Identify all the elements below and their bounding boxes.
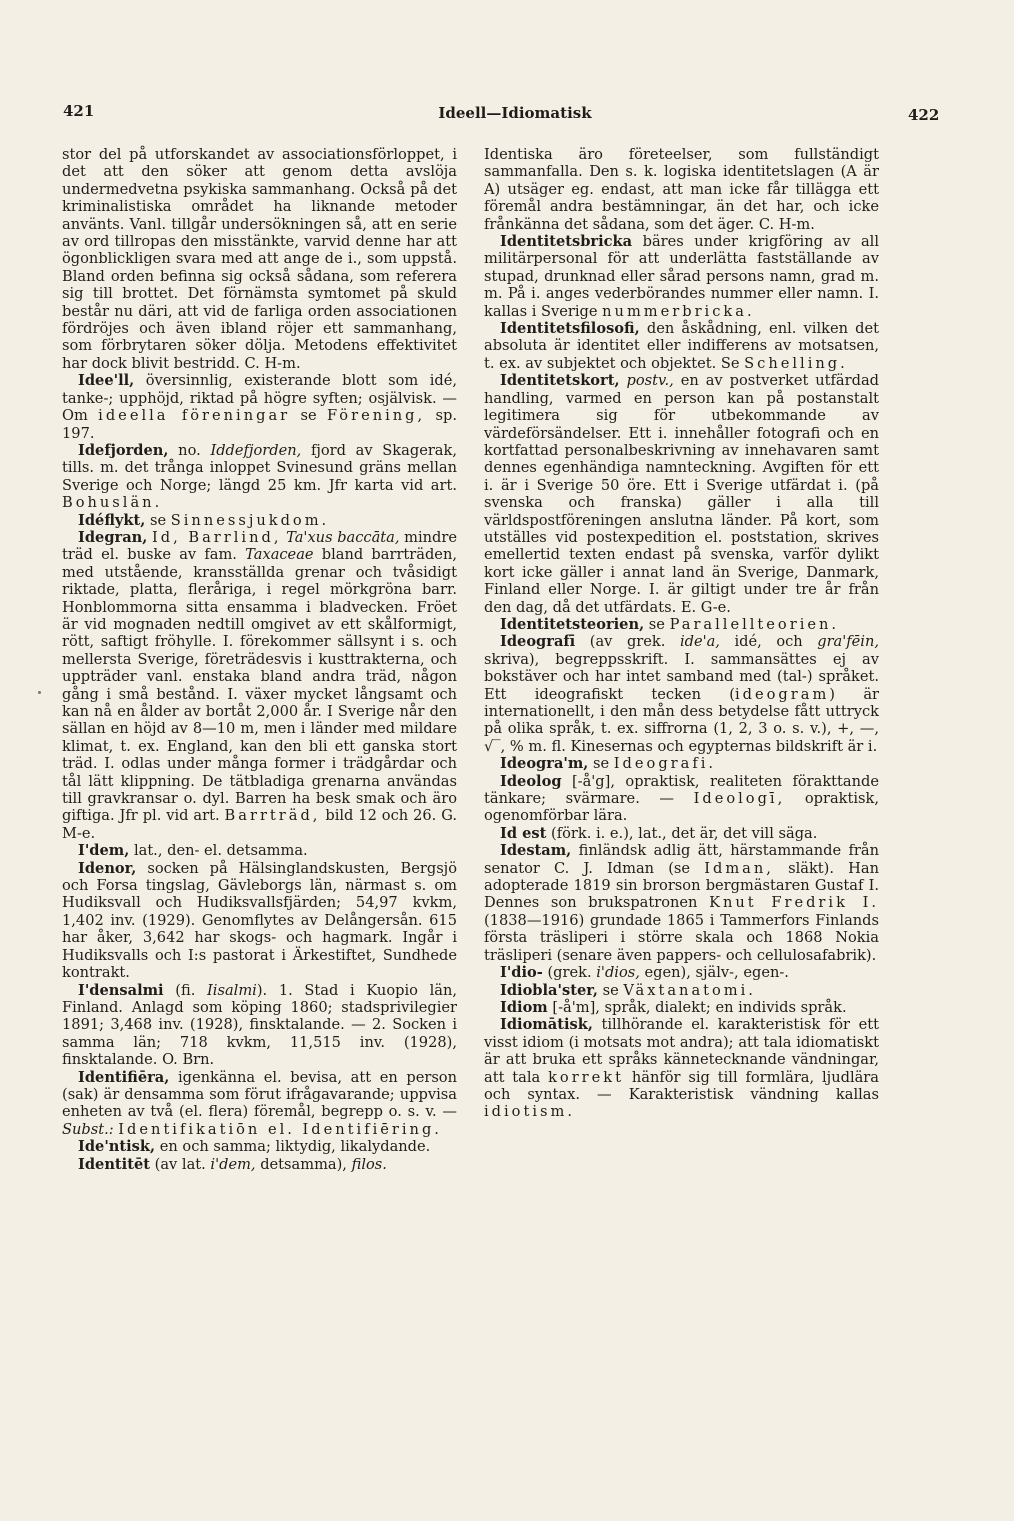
entry-idefjorden: Idefjorden, no. Iddefjorden, fjord av Skagerak, tills. m. det trånga inloppet Svinesund gräns mellan Sverige och Norge; längd 25 km. Jfr karta vid art. Bohuslän. bbox=[62, 441, 457, 512]
entry-idegran: Idegran, Id, Barrlind, Ta'xus baccāta, mindre träd el. buske av fam. Taxaceae bland barrträden, med utstående, kransställda grenar och tvåsidigt riktade, platta, fleråriga, i regel mörkgröna barr. Honblommorna sitta ensamma i bladvecken. Fröet är vid mognaden nedtill omgivet av ett skålformigt, rött, saftigt fröhylle. I. förekommer sällsynt i s. och mellersta Sverige, företrädesvis i kusttrakterna, och uppträder vanl. enstaka bland andra träd, någon gång i små bestånd. I. växer mycket långsamt och kan nå en ålder av bortåt 2,000 år. I Sverige når den sällan en höjd av 8—10 m, men i länder med mildare klimat, t. ex. England, kan den bli ett ganska stort träd. I. odlas under många former i trädgårdar och tål lätt klippning. De tätbladiga grenarna användas till gravkransar o. dyl. Barren ha besk smak och äro giftiga. Jfr pl. vid art. Barrträd, bild 12 och 26. G. M-e. bbox=[62, 528, 457, 842]
cross-reference: Sinnessjukdom. bbox=[170, 511, 330, 529]
headword: Ideolog bbox=[500, 772, 562, 790]
entry-ideolog: Ideolog [-å'g], opraktisk, realiteten förakttande tänkare; svärmare. — Ideologī, opraktisk, ogenomförbar lära. bbox=[484, 772, 879, 825]
headword: Ideografī bbox=[500, 633, 576, 651]
entry-identitetsfilosofi: Identitetsfilosofi, den åskådning, enl. vilken det absoluta är identitet eller indifferens av motsatsen, t. ex. av subjektet och objektet. Se Schelling. bbox=[484, 320, 879, 372]
headword: Idiomātisk, bbox=[500, 1016, 593, 1034]
headword: I'dem, bbox=[78, 842, 130, 860]
column-right bbox=[484, 146, 879, 1121]
entry-idiom: Idiom [-å'm], språk, dialekt; en individs språk. bbox=[500, 998, 847, 1016]
entry-idiomatisk: Idiomātisk, tillhörande el. karakteristisk för ett visst idiom (i motsats mot andra); att tala idiomatiskt är att bruka ett språks kännetecknande vändningar, att tala korrekt hänför sig till formlära, ljudlära och syntax. — Karakteristisk vändning kallas idiotism. bbox=[484, 1016, 879, 1121]
cross-reference: ideella föreningar bbox=[98, 407, 291, 425]
entry-identifiera: Identifiēra, igenkänna el. bevisa, att en person (sak) är densamma som förut ifrågavarande; uppvisa enheten av två (el. flera) föremål, begrepp o. s. v. — Subst.: Identifikatiōn el. Identifiēring. bbox=[62, 1068, 457, 1138]
headword: Identitetsbricka bbox=[500, 233, 633, 251]
signature: E. G-e. bbox=[680, 598, 731, 616]
signature: O. Brn. bbox=[162, 1051, 215, 1069]
entry-idioblaster: Idiobla'ster, se Växtanatomi. bbox=[500, 981, 756, 999]
headword: Identitetsfilosofi, bbox=[500, 320, 640, 338]
headword: Identitetsteorien, bbox=[500, 615, 645, 633]
headword: Id est bbox=[500, 824, 547, 842]
signature: C. H-m. bbox=[244, 354, 301, 372]
cross-reference: Växtanatomi. bbox=[623, 981, 756, 999]
entry-identisk: Ide'ntisk, en och samma; liktydig, likalydande. bbox=[78, 1138, 431, 1156]
entry-identitetsbricka: Identitetsbricka bäres under krigföring av all militärpersonal för att underlätta fastställande av stupad, drunknad eller sårad persons namn, grad m. m. På i. anges vederbörandes nummer eller namn. I. kallas i Sverige nummerbricka. bbox=[484, 233, 879, 320]
margin-mark bbox=[38, 691, 41, 694]
signature: C. H-m. bbox=[758, 215, 815, 233]
entry-text: stor del på utforskandet av associationsförloppet, i det att den söker att genom detta avslöja undermedvetna psykiska sammanhang. Också på det kriminalistiska området ha liknande metoder använts. Vanl. tillgår undersökningen så, att en serie av ord tillropas den misstänkte, varvid denne har att ögonblickligen svara med att ange de i., som uppstå. Bland orden befinna sig också sådana, som referera sig till brottet. Det förnämsta symtomet på skuld består nu däri, att vid de farliga orden associationen fördröjes och även ibland röjer ett sammanhang, som förbrytaren söker dölja. Metodens effektivitet har dock blivit bestridd. bbox=[62, 146, 457, 372]
page-number-left: 421 bbox=[63, 102, 95, 120]
headword: Idegran, bbox=[78, 528, 148, 546]
entry-idestam: Idestam, finländsk adlig ätt, härstammande från senator C. J. Idman (se Idman, släkt). Han adopterade 1819 sin brorson bergmästaren Gustaf I. Dennes son brukspatronen Knut Fredrik I. (1838—1916) grundade 1865 i Tammerfors Finlands första träsliperi i större skala och 1868 Nokia träsliperi (senare även pappers- och cellulosafabrik). bbox=[484, 842, 879, 964]
entry-continuation: Identiska äro företeelser, som fullständigt sammanfalla. Den s. k. logiska identitetslagen (A är A) utsäger eg. endast, att man icke får tillägga ett föremål andra bestämningar, än det har, och icke frånkänna det sådana, som det äger. C. H-m. bbox=[484, 146, 879, 233]
cross-reference: Förening, bbox=[326, 407, 426, 425]
headword: Identitetskort, bbox=[500, 372, 620, 390]
headword: Identitēt bbox=[78, 1155, 150, 1173]
headword: Idestam, bbox=[500, 842, 572, 860]
entry-ideogram: Ideogra'm, se Ideografi. bbox=[500, 755, 717, 773]
entry-ideflykt: Idéflykt, se Sinnessjukdom. bbox=[78, 511, 330, 529]
signature: G. M-e. bbox=[62, 807, 457, 842]
running-head: Ideell—Idiomatisk bbox=[438, 104, 592, 122]
entry-identitetsteorien: Identitetsteorien, se Parallellteorien. bbox=[500, 615, 840, 633]
entry-continuation bbox=[62, 146, 457, 372]
cross-reference: Barrträd, bbox=[224, 807, 321, 825]
headword: Idiom bbox=[500, 998, 548, 1016]
entry-ideografi: Ideografī (av grek. ide'a, idé, och gra'fēin, skriva), begreppsskrift. I. sammansättes ej av bokstäver och har intet samband med (tal-) språket. Ett ideografiskt tecken (ideogram) är internationellt, i den mån dess betydelse fått uttryck på olika språk, t. ex. siffrorna (1, 2, 3 o. s. v.), +, —, √‾, % m. fl. Kinesernas och egypternas bildskrift är i. bbox=[484, 633, 880, 755]
headword: I'dio- bbox=[500, 964, 543, 982]
headword: Idiobla'ster, bbox=[500, 981, 598, 999]
headword: Ideogra'm, bbox=[500, 755, 589, 773]
entry-identitetskort: Identitetskort, postv., en av postverket utfärdad handling, varmed en person kan på postanstalt legitimera sig för utbekommande av värdeförsändelser. Ett i. innehåller fotografi och en kortfattad personalbeskrivning av innehavaren samt dennes egenhändiga namnteckning. Avgiften för ett i. är i Sverige 50 öre. Ett i Sverige utfärdat i. (på svenska och franska) gäller i alla till världspostföreningen anslutna länder. På kort, som utställes vid postexpedition el. poststation, skrives emellertid texten endast på svenska, varför dylikt kort icke gäller i annat land än Sverige, Danmark, Finland eller Norge. I. är giltigt under tre år från den dag, då det utfärdats. E. G-e. bbox=[484, 372, 879, 616]
headword: Idéflykt, bbox=[78, 511, 146, 529]
page-number-right: 422 bbox=[908, 106, 940, 124]
cross-reference: Bohuslän. bbox=[62, 494, 163, 512]
cross-reference: Parallellteorien. bbox=[669, 615, 840, 633]
headword: I'densalmi bbox=[78, 981, 164, 999]
entry-identitet: Identitēt (av lat. i'dem, detsamma), filos. bbox=[78, 1155, 387, 1173]
headword: Idenor, bbox=[78, 859, 137, 877]
cross-reference: Schelling. bbox=[744, 354, 848, 372]
cross-reference: Ideografi. bbox=[613, 755, 717, 773]
entry-id-est: Id est (förk. i. e.), lat., det är, det vill säga. bbox=[500, 824, 818, 842]
cross-reference: nummerbricka. bbox=[602, 302, 755, 320]
headword: Idee'll, bbox=[78, 372, 135, 390]
entry-idio: I'dio- (grek. i'dios, egen), själv-, egen-. bbox=[500, 964, 789, 982]
headword: Idefjorden, bbox=[78, 441, 169, 459]
column-left bbox=[62, 146, 457, 1173]
entry-idenor: Idenor, socken på Hälsinglandskusten, Bergsjö och Forsa tingslag, Gävleborgs län, närmast s. om Hudiksvall och Hudiksvallsfjärden; 54,97 kvkm, 1,402 inv. (1929). Genomflytes av Delångersån. 615 har åker, 3,642 har skogs- och hagmark. Ingår i Hudiksvalls och I:s pastorat i Ärkestiftet, Sundhede kontrakt. bbox=[62, 859, 457, 982]
entry-ideell: Idee'll, översinnlig, existerande blott som idé, tanke-; upphöjd, riktad på högre syften; osjälvisk. — Om ideella föreningar se Förening, sp. 197. bbox=[62, 372, 457, 442]
entry-idensalmi: I'densalmi (fi. Iisalmi). 1. Stad i Kuopio län, Finland. Anlagd som köping 1860; stadsprivilegier 1891; 3,468 inv. (1928), finsktalande. — 2. Socken i samma län; 718 kvkm, 11,515 inv. (1928), finsktalande. O. Brn. bbox=[62, 981, 457, 1069]
headword: Ide'ntisk, bbox=[78, 1138, 156, 1156]
headword: Identifiēra, bbox=[78, 1068, 170, 1086]
entry-idem: I'dem, lat., den- el. detsamma. bbox=[78, 842, 308, 860]
